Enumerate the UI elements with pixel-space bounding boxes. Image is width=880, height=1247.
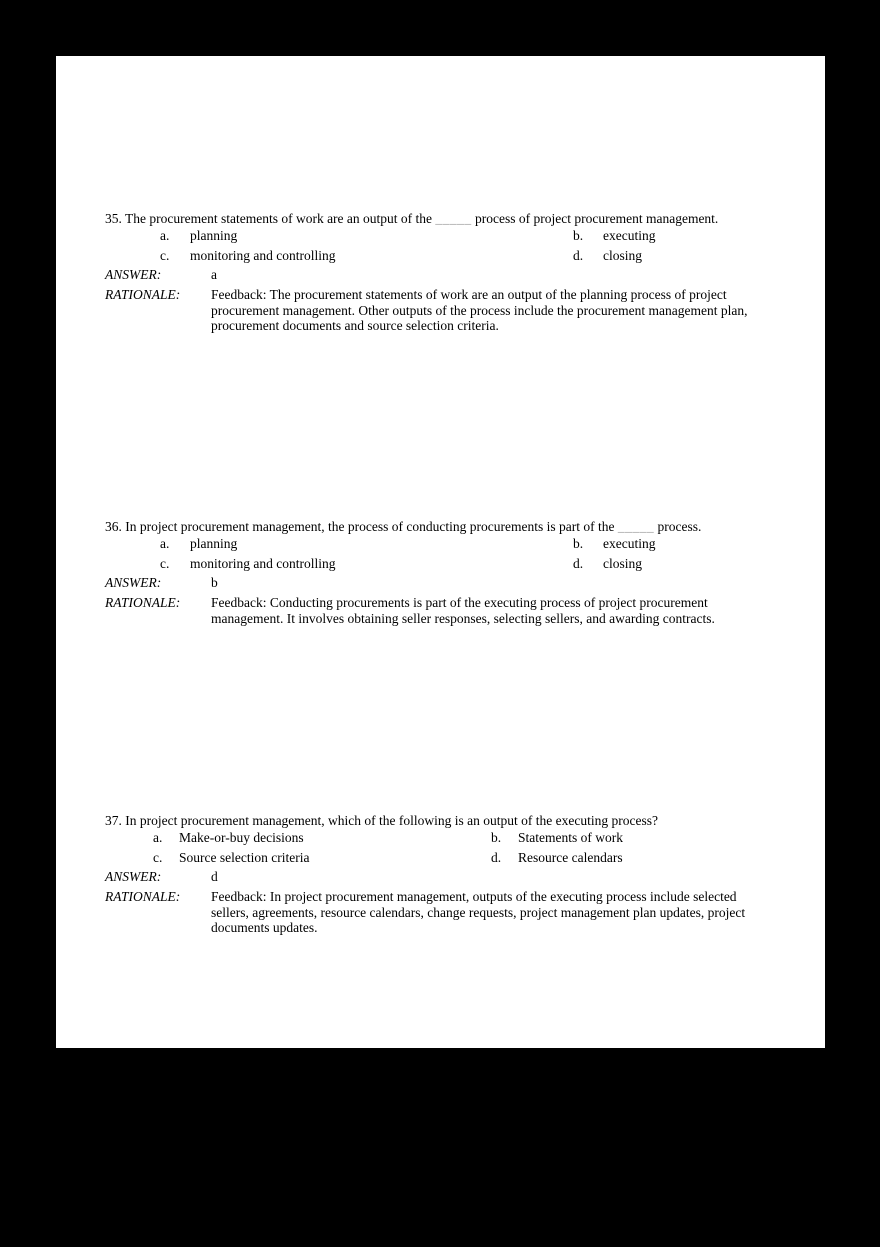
options-row-ab xyxy=(105,228,825,244)
answer-row xyxy=(105,267,825,283)
answer-row xyxy=(105,575,825,591)
option-b-letter: b. xyxy=(573,536,584,551)
question-text-before-blank: 35. The procurement statements of work are an output of the xyxy=(105,211,436,226)
question-text xyxy=(105,813,658,829)
question-text-after-blank: process. xyxy=(654,519,702,534)
rationale-line: procurement documents and source selection criteria. xyxy=(211,318,499,333)
option-b-letter: b. xyxy=(491,830,502,845)
option-b-text: executing xyxy=(603,536,656,551)
rationale-text xyxy=(211,889,776,936)
fill-in-blank-line: _____ xyxy=(435,211,472,226)
option-c-text: monitoring and controlling xyxy=(190,248,336,263)
option-a-text: Make-or-buy decisions xyxy=(179,830,304,845)
document-page xyxy=(56,56,825,1048)
answer-row xyxy=(105,869,825,885)
option-a-letter: a. xyxy=(160,228,170,243)
rationale-line: management. It involves obtaining seller responses, selecting sellers, and awarding contracts. xyxy=(211,610,715,626)
rationale-label: RATIONALE: xyxy=(105,889,181,904)
options-row-ab xyxy=(105,536,825,552)
option-d-text: Resource calendars xyxy=(518,850,623,865)
question-text xyxy=(105,211,718,227)
option-d-letter: d. xyxy=(573,248,584,263)
option-a-letter: a. xyxy=(153,830,163,845)
question-text xyxy=(105,519,701,535)
option-b-letter: b. xyxy=(573,228,584,243)
options-row-cd xyxy=(105,850,825,866)
question-text-after-blank: process of project procurement management. xyxy=(471,211,719,226)
rationale-line: Feedback: In project procurement management, outputs of the executing process include selected xyxy=(211,889,737,904)
rationale-line: procurement management. Other outputs of the process include the procurement management plan, xyxy=(211,302,748,318)
rationale-line: sellers, agreements, resource calendars, change requests, project management plan updates, project xyxy=(211,904,746,920)
answer-label: ANSWER: xyxy=(105,267,162,282)
rationale-label: RATIONALE: xyxy=(105,287,181,302)
option-c-letter: c. xyxy=(153,850,163,865)
answer-value: b xyxy=(211,575,218,590)
option-c-text: Source selection criteria xyxy=(179,850,310,865)
options-row-cd xyxy=(105,556,825,572)
answer-value: d xyxy=(211,869,218,884)
options-row-ab xyxy=(105,830,825,846)
options-row-cd xyxy=(105,248,825,264)
rationale-label: RATIONALE: xyxy=(105,595,181,610)
answer-label: ANSWER: xyxy=(105,575,162,590)
option-c-letter: c. xyxy=(160,248,170,263)
fill-in-blank-line: _____ xyxy=(617,519,655,534)
option-b-text: executing xyxy=(603,228,656,243)
option-d-letter: d. xyxy=(491,850,502,865)
option-c-text: monitoring and controlling xyxy=(190,556,336,571)
question-text-before-blank: 37. In project procurement management, which of the following is an output of the executing process? xyxy=(105,813,658,828)
rationale-line: documents updates. xyxy=(211,920,318,935)
answer-label: ANSWER: xyxy=(105,869,162,884)
answer-value: a xyxy=(211,267,217,282)
option-a-text: planning xyxy=(190,536,238,551)
option-d-text: closing xyxy=(603,248,642,263)
option-c-letter: c. xyxy=(160,556,170,571)
option-d-text: closing xyxy=(603,556,642,571)
rationale-text xyxy=(211,595,776,626)
option-a-letter: a. xyxy=(160,536,170,551)
option-b-text: Statements of work xyxy=(518,830,623,845)
option-d-letter: d. xyxy=(573,556,584,571)
rationale-text xyxy=(211,287,776,334)
rationale-line: Feedback: Conducting procurements is part of the executing process of project procurement xyxy=(211,595,708,610)
question-text-before-blank: 36. In project procurement management, the process of conducting procurements is part of the xyxy=(105,519,618,534)
option-a-text: planning xyxy=(190,228,238,243)
rationale-line: Feedback: The procurement statements of work are an output of the planning process of project xyxy=(211,287,727,302)
